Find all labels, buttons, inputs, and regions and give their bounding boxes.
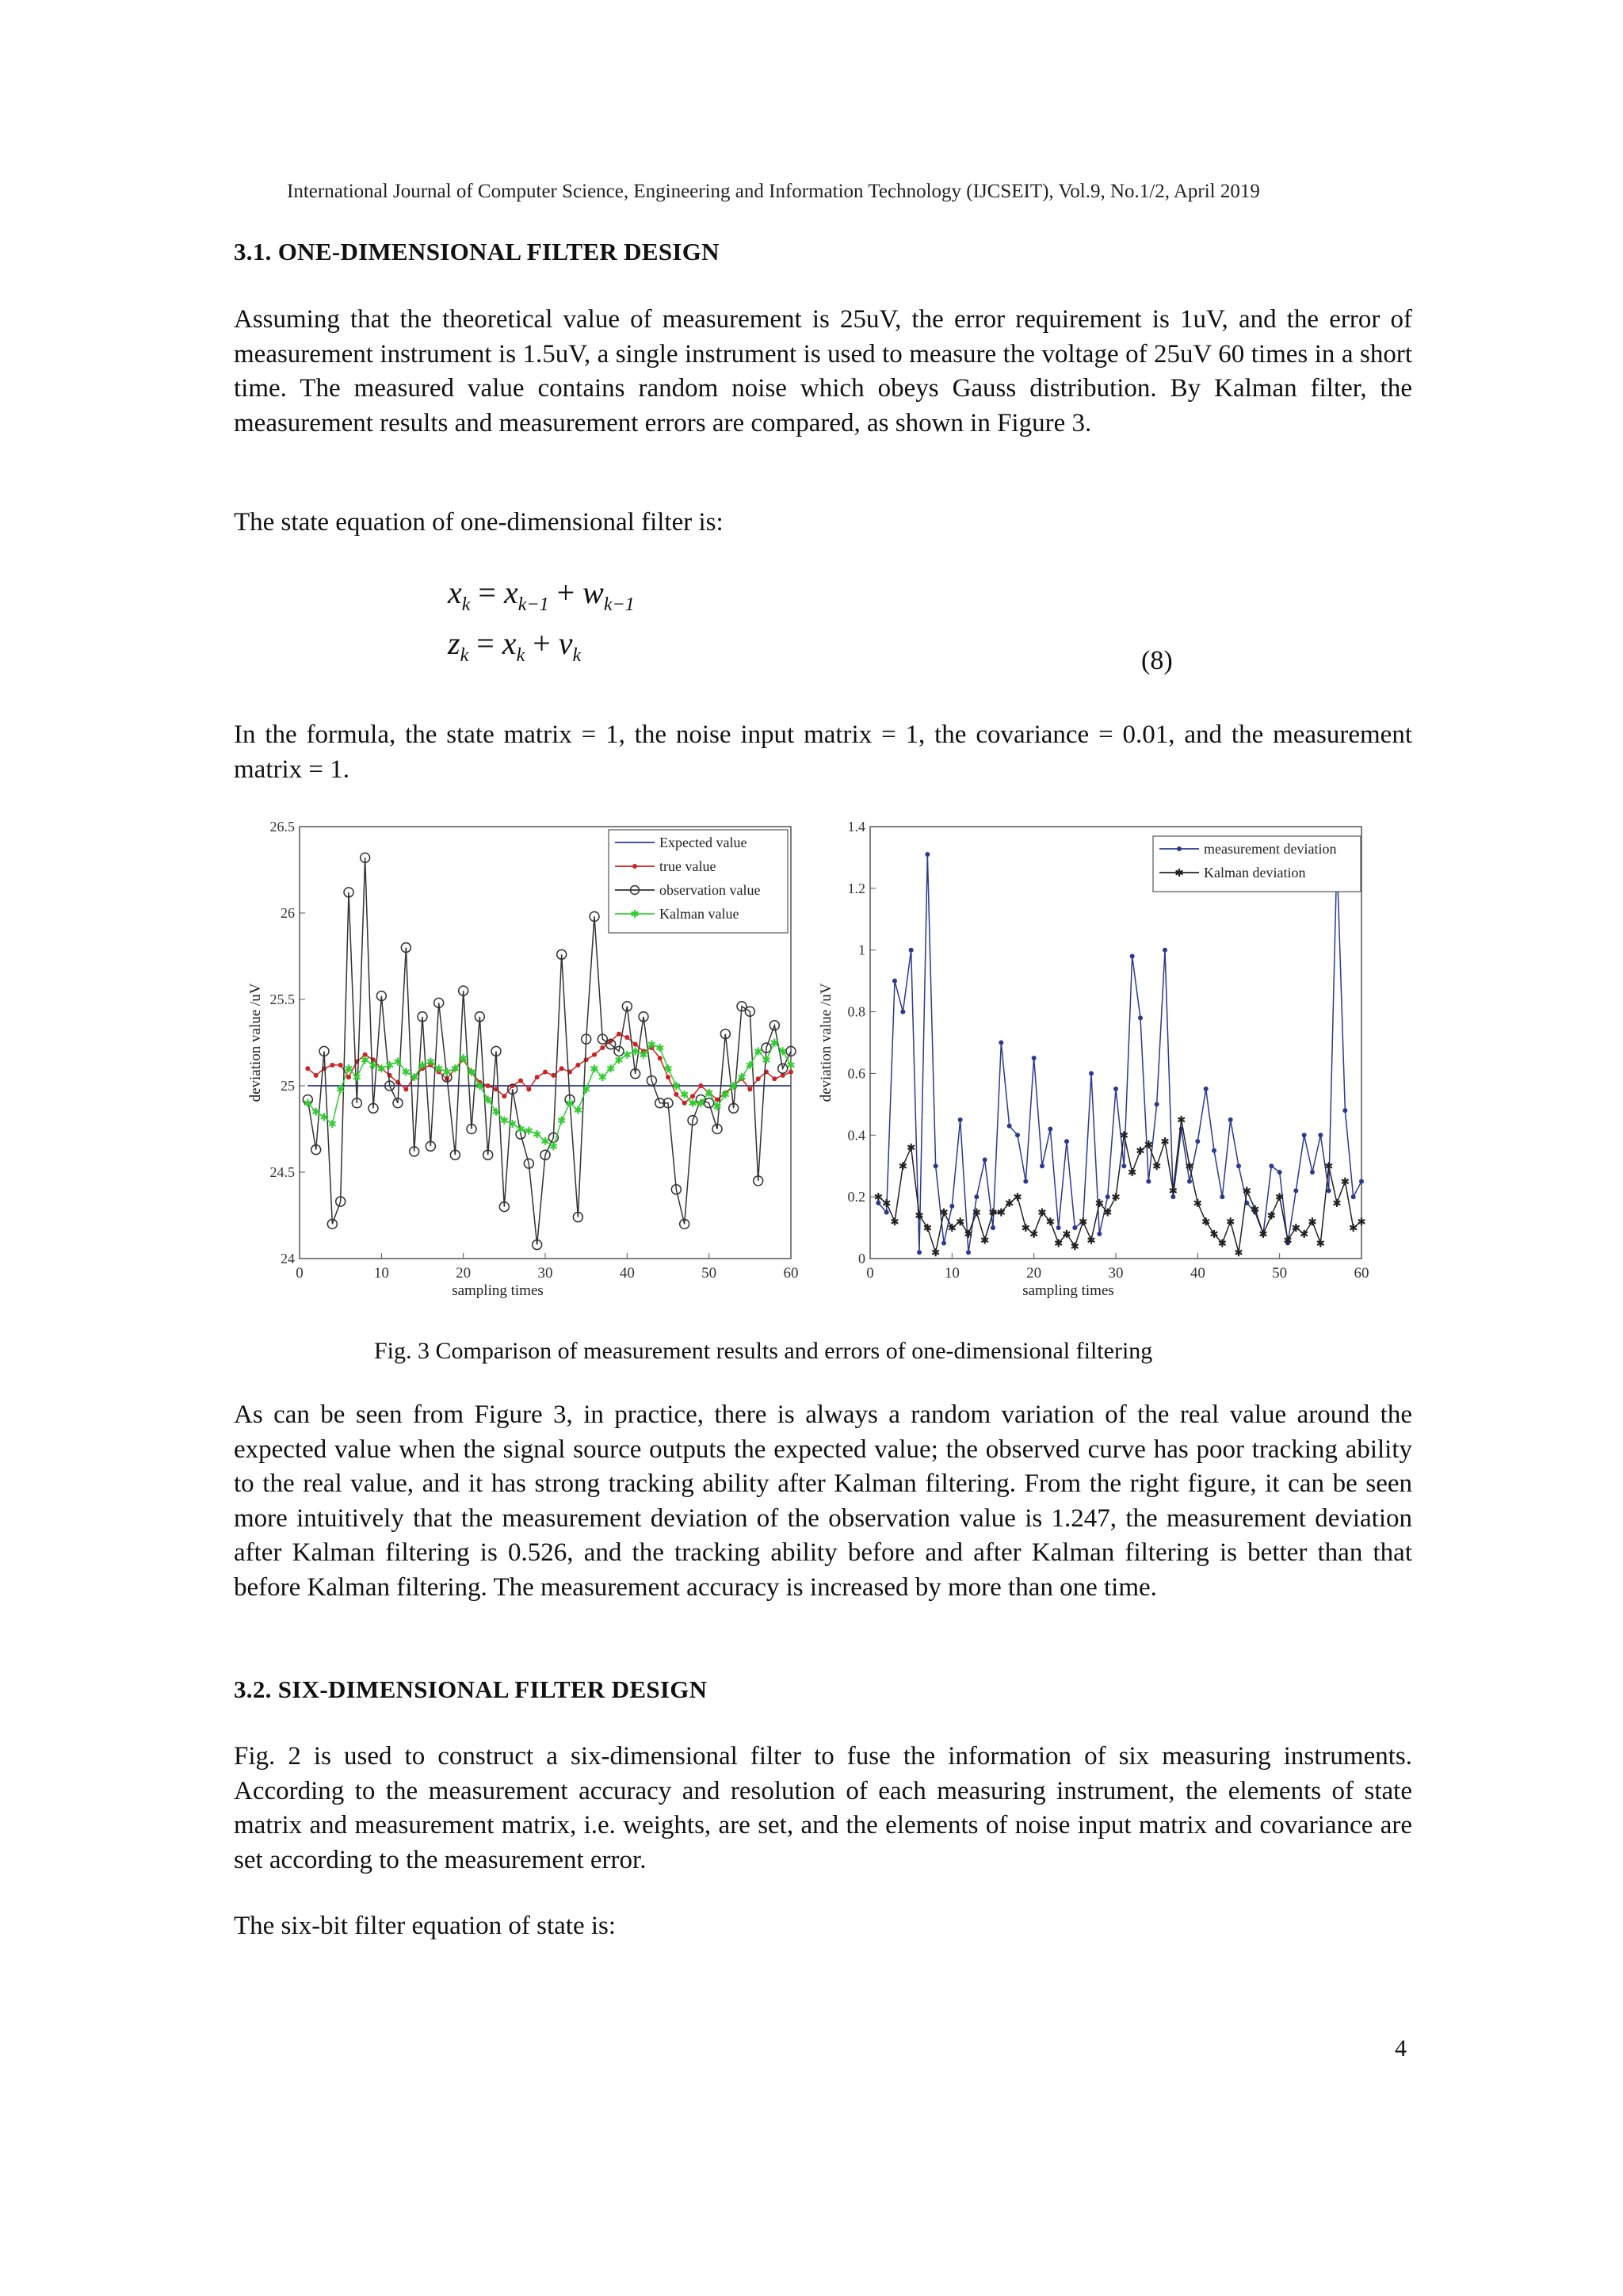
legend-label: observation value [659,882,761,898]
data-point [1064,1139,1069,1144]
data-point [1351,1194,1356,1199]
data-point [1138,1015,1143,1020]
y-tick-label: 1.4 [847,819,865,835]
data-point [617,1032,621,1037]
data-point [1048,1127,1052,1132]
x-tick-label: 0 [866,1265,874,1282]
data-point [909,948,914,953]
paragraph: The state equation of one-dimensional filter is: [234,508,724,537]
data-point [314,1073,319,1078]
data-point [1170,1194,1175,1199]
running-head: International Journal of Computer Science, Engineering and Information Technology (IJCSEIT), Vol.9, No.1/2, April 2019 [287,181,1260,202]
paragraph: In the formula, the state matrix = 1, the noise input matrix = 1, the covariance = 0.01, and the measurement matrix = 1. [234,720,1412,784]
data-point [1187,1179,1192,1184]
data-point [690,1094,695,1098]
data-point [1228,1117,1233,1122]
paragraph: Assuming that the theoretical value of measurement is 25uV, the error requirement is 1uV, and the error of measurement instrument is 1.5uV, a single instrument is used to measure the voltage of 25uV 60 times in a short time. The measured value contains random noise which obeys Gauss distribution. By Kalman filter, the measurement results and measurement errors are compared, as shown in Figure 3. [234,305,1412,437]
legend-label: Kalman deviation [1204,865,1306,881]
data-point [949,1204,954,1209]
data-point [1195,1139,1200,1144]
data-point [1072,1225,1077,1230]
data-point [1163,948,1167,953]
legend-label: Expected value [659,835,747,850]
data-point [633,1042,638,1047]
data-point [666,1075,670,1079]
data-point [559,1066,564,1071]
data-point [747,1087,752,1091]
x-tick-label: 30 [537,1265,553,1282]
data-point [403,1087,408,1091]
data-point [543,1070,548,1075]
data-point [1121,1163,1126,1168]
legend-label: measurement deviation [1204,841,1337,857]
data-point [1302,1133,1307,1137]
x-tick-label: 50 [1272,1265,1288,1282]
data-point [934,1163,938,1168]
data-point [958,1117,963,1122]
x-tick-label: 10 [373,1265,389,1282]
data-point [1023,1179,1028,1184]
data-point [925,852,930,857]
data-point [941,1241,946,1246]
y-tick-label: 0.4 [847,1127,865,1144]
data-point [1342,1108,1347,1113]
legend-marker [1177,846,1182,851]
data-point [999,1041,1003,1045]
section-title: 3.2. SIX-DIMENSIONAL FILTER DESIGN [234,1675,708,1703]
x-tick-label: 40 [1190,1265,1205,1282]
x-tick-label: 60 [783,1265,799,1282]
data-point [966,1250,971,1255]
data-point [715,1097,720,1102]
data-point [876,1201,880,1205]
x-tick-label: 0 [296,1265,304,1282]
data-point [551,1073,556,1078]
data-point [658,1056,663,1060]
data-point [486,1083,491,1088]
data-point [756,1076,761,1081]
data-point [1040,1163,1044,1168]
data-point [1106,1194,1110,1199]
y-axis-label: deviation value /uV [247,983,264,1102]
data-point [624,1035,629,1040]
y-tick-label: 24 [281,1251,295,1266]
data-point [1327,1188,1331,1193]
paragraph: As can be seen from Figure 3, in practice, there is always a random variation of the real value around the expected value when the signal source outputs the expected value; the observed curve has poor tracking ability to the real value, and it has strong tracking ability after Kalman filtering. From the right figure, it can be seen more intuitively that the measurement deviation of the observation value is 1.247, the measurement deviation after Kalman filtering is 0.526, and the tracking ability before and after Kalman filtering is better than that before Kalman filtering. The measurement accuracy is increased by more than one time. [234,1400,1412,1602]
data-point [1236,1163,1241,1168]
equation-number: (8) [1141,646,1173,675]
data-point [600,1045,605,1050]
data-point [682,1101,687,1106]
x-tick-label: 20 [1026,1265,1042,1282]
y-tick-label: 0.2 [847,1189,865,1205]
data-point [917,1250,922,1255]
data-point [330,1063,334,1068]
x-tick-label: 30 [1108,1265,1124,1282]
legend-label: true value [659,858,716,874]
y-tick-label: 1 [858,942,865,958]
chart-deviation-svg [800,812,1387,1308]
data-point [789,1070,793,1075]
data-point [991,1225,995,1230]
x-axis-label: sampling times [452,1282,544,1299]
section-title: 3.1. ONE-DIMENSIONAL FILTER DESIGN [234,238,720,266]
y-tick-label: 25 [281,1078,295,1094]
chart-observation-svg [230,812,816,1308]
data-point [535,1075,540,1079]
paragraph: The six-bit filter equation of state is: [234,1912,617,1940]
data-point [1089,1071,1094,1075]
data-point [1146,1179,1151,1184]
data-point [1277,1170,1282,1175]
data-point [1097,1232,1102,1236]
data-point [1318,1133,1323,1137]
x-axis-label: sampling times [1022,1282,1114,1299]
y-tick-label: 0 [858,1251,865,1266]
data-point [900,1010,905,1014]
data-point [674,1092,678,1097]
data-point [1015,1133,1020,1137]
data-point [1056,1225,1061,1230]
y-tick-label: 1.2 [847,880,865,896]
data-point [892,979,897,984]
data-point [305,1066,310,1071]
y-tick-label: 0.6 [847,1065,865,1082]
data-point [526,1087,531,1091]
data-point [1212,1148,1216,1153]
page-number: 4 [1395,2035,1407,2061]
data-point [518,1078,523,1083]
data-point [502,1094,506,1098]
legend-label: Kalman value [659,906,739,922]
equation-line-2: $z_k = x_k + v_k$ [448,625,582,666]
data-point [983,1157,987,1162]
y-tick-label: 26 [281,905,295,921]
data-point [772,1076,777,1081]
x-tick-label: 40 [619,1265,635,1282]
y-tick-label: 0.8 [847,1003,865,1020]
data-point [1310,1170,1315,1175]
x-tick-label: 60 [1354,1265,1369,1282]
paragraph: Fig. 2 is used to construct a six-dimensional filter to fuse the information of six measuring instruments. According to the measurement accuracy and resolution of each measuring instrument, the elements of state matrix and measurement matrix, i.e. weights, are set, and the elements of noise input matrix and covariance are set according to the measurement error. [234,1742,1412,1874]
data-point [974,1194,979,1199]
data-point [584,1057,589,1062]
y-axis-label: deviation value /uV [818,983,834,1102]
figure-caption: Fig. 3 Comparison of measurement results and errors of one-dimensional filtering [374,1338,1153,1364]
data-point [338,1063,343,1068]
equation-line-1: $x_k = x_{k-1} + w_{k-1}$ [448,575,635,615]
data-point [346,1075,351,1079]
data-point [1269,1163,1274,1168]
data-point [1130,954,1135,959]
data-point [575,1063,580,1068]
data-point [1007,1124,1012,1129]
legend-marker [632,864,637,869]
data-point [592,1052,597,1057]
data-point [1155,1102,1159,1106]
y-tick-label: 25.5 [269,991,295,1007]
data-point [1293,1188,1298,1193]
chart-observation [230,812,816,1312]
data-point [1204,1087,1209,1091]
data-point [1032,1056,1037,1060]
data-point [698,1083,703,1088]
y-tick-label: 26.5 [269,819,295,835]
x-tick-label: 10 [944,1265,960,1282]
data-point [1220,1194,1224,1199]
data-point [884,1210,889,1215]
x-tick-label: 20 [456,1265,472,1282]
data-point [1113,1087,1118,1091]
data-point [1359,1179,1364,1184]
y-tick-label: 24.5 [269,1164,295,1180]
x-tick-label: 50 [701,1265,717,1282]
chart-deviation [800,812,1387,1312]
